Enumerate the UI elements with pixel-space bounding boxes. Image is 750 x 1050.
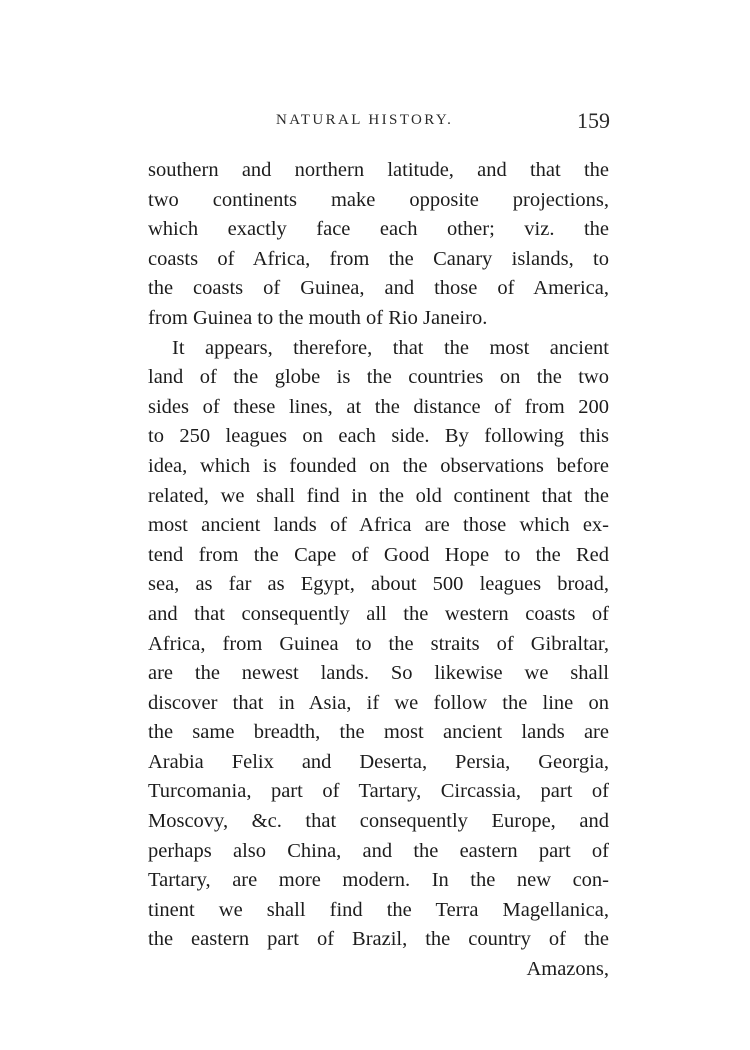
text-line: most ancient lands of Africa are those which ex- bbox=[148, 514, 609, 537]
text-line: discover that in Asia, if we follow the line on bbox=[148, 691, 609, 714]
text-line: Arabia Felix and Deserta, Persia, Georgia, bbox=[148, 750, 609, 773]
text-line: Africa, from Guinea to the straits of Gibraltar, bbox=[148, 632, 609, 655]
text-line: Tartary, are more modern. In the new con- bbox=[148, 869, 609, 892]
text-line: Moscovy, &c. that consequently Europe, and bbox=[148, 810, 609, 833]
text-line: the eastern part of Brazil, the country of the bbox=[148, 928, 609, 951]
text-line: Turcomania, part of Tartary, Circassia, part of bbox=[148, 780, 609, 803]
text-line: and that consequently all the western coasts of bbox=[148, 602, 609, 625]
text-line: It appears, therefore, that the most ancient bbox=[172, 336, 609, 359]
text-line: related, we shall find in the old continent that the bbox=[148, 484, 609, 507]
text-line: the same breadth, the most ancient lands are bbox=[148, 721, 609, 744]
text-line: coasts of Africa, from the Canary islands, to bbox=[148, 247, 609, 270]
text-line: land of the globe is the countries on the two bbox=[148, 366, 609, 389]
text-line: perhaps also China, and the eastern part of bbox=[148, 839, 609, 862]
text-line: to 250 leagues on each side. By following this bbox=[148, 425, 609, 448]
text-line: southern and northern latitude, and that the bbox=[148, 159, 609, 181]
text-line: are the newest lands. So likewise we shall bbox=[148, 662, 609, 685]
text-line: sides of these lines, at the distance of from 200 bbox=[148, 395, 609, 418]
text-line: idea, which is founded on the observations before bbox=[148, 454, 609, 477]
text-line: two continents make opposite projections, bbox=[148, 188, 609, 211]
body-text bbox=[148, 156, 609, 985]
text-line: tinent we shall find the Terra Magellanica, bbox=[148, 898, 609, 921]
text-line: the coasts of Guinea, and those of America, bbox=[148, 277, 609, 300]
text-line: tend from the Cape of Good Hope to the Red bbox=[148, 543, 609, 566]
text-line: sea, as far as Egypt, about 500 leagues broad, bbox=[148, 573, 609, 596]
catchword: Amazons, bbox=[526, 958, 609, 981]
running-head bbox=[148, 108, 610, 138]
running-title: NATURAL HISTORY. bbox=[276, 112, 454, 128]
text-line: from Guinea to the mouth of Rio Janeiro. bbox=[148, 306, 488, 329]
text-line: which exactly face each other; viz. the bbox=[148, 218, 609, 241]
page-number: 159 bbox=[577, 108, 610, 133]
